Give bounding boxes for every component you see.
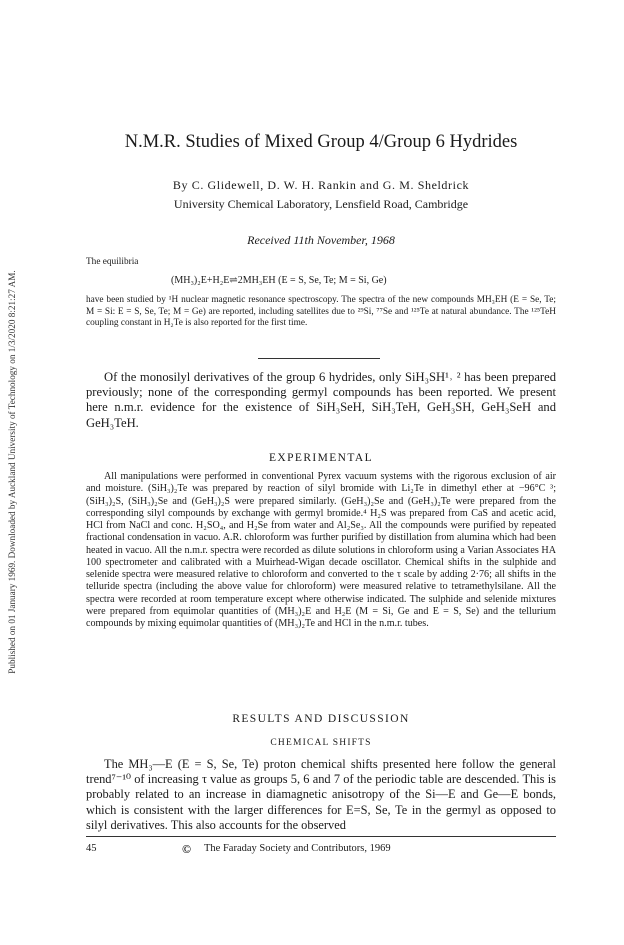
results-heading: RESULTS AND DISCUSSION [232,713,410,725]
abstract-intro: The equilibria [86,257,139,267]
received-date: Received 11th November, 1968 [247,233,395,247]
experimental-heading: EXPERIMENTAL [268,452,374,464]
article-authors: By C. Glidewell, D. W. H. Rankin and G. M. Sheldrick [172,178,470,192]
section-divider [258,358,380,359]
results-body: The MH₃—E (E = S, Se, Te) proton chemical shifts presented here follow the general trend⁷⁻¹⁰ of increasing τ value as groups 5, 6 and 7 of the periodic table are descended. This is probably related to an increase in diamagnetic anisotropy of the Si—E and Ge—E bonds, which is consistent with the larger differences for E=S, Se, Te in the germyl as opposed to silyl derivatives. This also accounts for the observed [86,757,556,832]
article-affiliation: University Chemical Laboratory, Lensfield Road, Cambridge [173,197,469,211]
page-number: 45 [86,843,97,854]
article-title: N.M.R. Studies of Mixed Group 4/Group 6 Hydrides [124,132,518,152]
abstract-body: have been studied by ¹H nuclear magnetic resonance spectroscopy. The spectra of the new compounds MH₃EH (E = Se, Te; M = Si: E = S, Se, Te; M = Ge) are reported, including satellites due to ²⁹Si, ⁷⁷Se and ¹²⁵Te at natural abundance. The ¹²⁵TeH coupling constant in H₂Te is also reported for the first time. [86,295,556,329]
copyright-icon: © [182,842,191,856]
footer-divider [86,836,556,837]
equilibrium-equation: (MH₃)₂E+H₂E⇌2MH₃EH (E = S, Se, Te; M = Si, Ge) [171,275,387,286]
download-sidebar [0,0,22,945]
experimental-body: All manipulations were performed in conventional Pyrex vacuum systems with the rigorous exclusion of air and moisture. (SiH₃)₂Te was prepared by reaction of silyl bromide with Li₂Te in dimethyl ether at −96°C ³; (SiH₃)₂S, (SiH₃)₂Se and (GeH₃)₂S were prepared similarly. (GeH₃)₂Se and (GeH₃)₂Te were prepared from the corresponding silyl compounds by exchange with germyl bromide.⁴ H₂S was prepared from CaS and acetic acid, HCl from NaCl and conc. H₂SO₄, and H₂Se from water and Al₂Se₃. All the compounds were purified by repeated fractional condensation in vacuo. A.R. chloroform was further purified by distillation from alumina which had been heated in vacuo. All the n.m.r. spectra were recorded as dilute solutions in chloroform using a Varian Associates HA 100 spectrometer and calibrated with a Muirhead-Wigan decade oscillator. Chemical shifts in the sulphide and selenide spectra were measured relative to chloroform and converted to the τ scale by adding 2·76; all shifts in the telluride spectra (including the above value for chloroform) were measured relative to tetramethylsilane. All the spectra were recorded at room temperature except where otherwise indicated. The sulphide and selenide mixtures were prepared from equimolar quantities of (MH₃)₂E and H₂E (M = Si, Ge and E = S, Se) and the tellurium compounds by mixing equimolar quantities of (MH₃)₂Te and HCl in the n.m.r. tubes. [86,471,556,629]
copyright-text: The Faraday Society and Contributors, 1969 [204,843,391,854]
intro-paragraph: Of the monosilyl derivatives of the group 6 hydrides, only SiH₃SH¹˒ ² has been prepared previously; none of the corresponding germyl compounds has been reported. We present here n.m.r. evidence for the existence of SiH₃SeH, SiH₃TeH, GeH₃SH, GeH₃SeH and GeH₃TeH. [86,370,556,430]
download-notice: Published on 01 January 1969. Downloaded by Auckland University of Technology on 1/3/2020 8:21:27 AM. [7,270,17,674]
chemical-shifts-subheading: CHEMICAL SHIFTS [270,738,372,748]
